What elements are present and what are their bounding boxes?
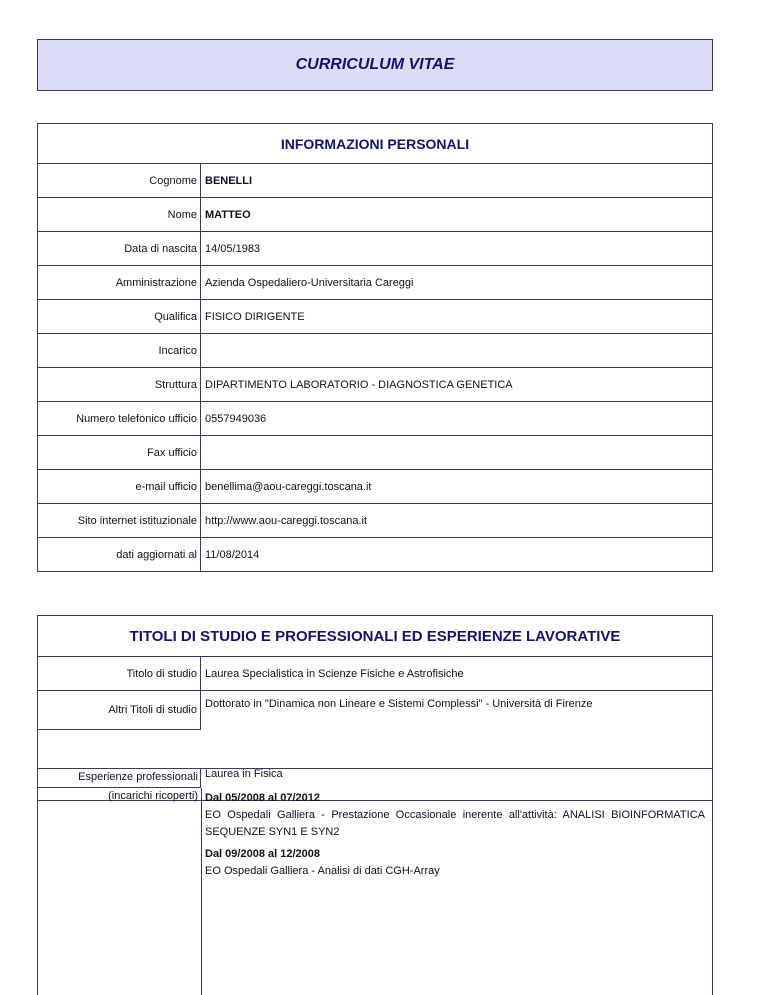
- row-label: Fax ufficio: [38, 436, 201, 469]
- row-label: Struttura: [38, 368, 201, 401]
- row-value: benellima@aou-careggi.toscana.it: [205, 480, 372, 493]
- row-label: Incarico: [38, 334, 201, 367]
- row-value: FISICO DIRIGENTE: [205, 310, 305, 323]
- row-label: Titolo di studio: [38, 657, 201, 690]
- row-label: Altri Titoli di studio: [38, 691, 201, 730]
- esperienze-sublabel: (incarichi ricoperti): [108, 790, 198, 802]
- row-value: Laurea Specialistica in Scienze Fisiche e Astrofisiche: [205, 667, 464, 680]
- row-value: [201, 436, 712, 469]
- row-value: BENELLI: [205, 174, 253, 187]
- row-value: DIPARTIMENTO LABORATORIO - DIAGNOSTICA GENETICA: [205, 378, 513, 391]
- table-row: [38, 300, 712, 334]
- column-divider: [201, 788, 202, 995]
- row-label: Numero telefonico ufficio: [38, 402, 201, 435]
- altri-titoli-value-2: Laurea in Fisica: [205, 768, 283, 780]
- table-row: [38, 657, 712, 691]
- table-row: [38, 538, 712, 571]
- row-label: Cognome: [38, 164, 201, 197]
- table-row: [38, 691, 712, 746]
- table-row: [38, 334, 712, 368]
- row-label: Sito internet istituzionale: [38, 504, 201, 537]
- list-item: [205, 846, 705, 880]
- table-row: [38, 232, 712, 266]
- row-value: Azienda Ospedaliero-Universitaria Careggi: [205, 276, 414, 289]
- table-row: [38, 436, 712, 470]
- row-value: 11/08/2014: [205, 548, 260, 561]
- esperienze-label: Esperienze professionali: [78, 771, 198, 783]
- row-value: [201, 334, 712, 367]
- table-row: [38, 164, 712, 198]
- table-row: [38, 402, 712, 436]
- experience-date: Dal 05/2008 al 07/2012: [205, 792, 320, 804]
- row-label: dati aggiornati al: [38, 538, 201, 571]
- experience-date: Dal 09/2008 al 12/2008: [205, 848, 320, 860]
- cv-title-box: [37, 39, 713, 91]
- cv-title: CURRICULUM VITAE: [295, 56, 455, 73]
- esperienze-section: [37, 768, 713, 995]
- row-label: Data di nascita: [38, 232, 201, 265]
- row-value: MATTEO: [205, 208, 251, 221]
- row-label: e-mail ufficio: [38, 470, 201, 503]
- table-row: [38, 368, 712, 402]
- esperienze-list: [205, 790, 705, 885]
- experience-text: EO Ospedali Galliera - Prestazione Occasionale inerente all'attività: ANALISI BIOINFORMATICA SEQUENZE SYN1 E SYN2: [205, 809, 705, 838]
- personal-info-header: INFORMAZIONI PERSONALI: [38, 124, 712, 164]
- list-item: [205, 790, 705, 841]
- row-value: 14/05/1983: [205, 242, 261, 255]
- experience-text: EO Ospedali Galliera - Analisi di dati CGH-Array: [205, 865, 440, 877]
- row-label: Nome: [38, 198, 201, 231]
- row-label: Qualifica: [38, 300, 201, 333]
- row-value: http://www.aou-careggi.toscana.it: [205, 514, 368, 527]
- table-row: [38, 266, 712, 300]
- row-value: Dottorato in "Dinamica non Lineare e Sistemi Complessi" - Università di Firenze: [205, 698, 593, 710]
- personal-info-section: [37, 123, 713, 572]
- table-row: [38, 470, 712, 504]
- row-label: Amministrazione: [38, 266, 201, 299]
- titoli-header: TITOLI DI STUDIO E PROFESSIONALI ED ESPERIENZE LAVORATIVE: [38, 616, 712, 657]
- table-row: [38, 504, 712, 538]
- table-row: [38, 198, 712, 232]
- row-value: 0557949036: [205, 412, 267, 425]
